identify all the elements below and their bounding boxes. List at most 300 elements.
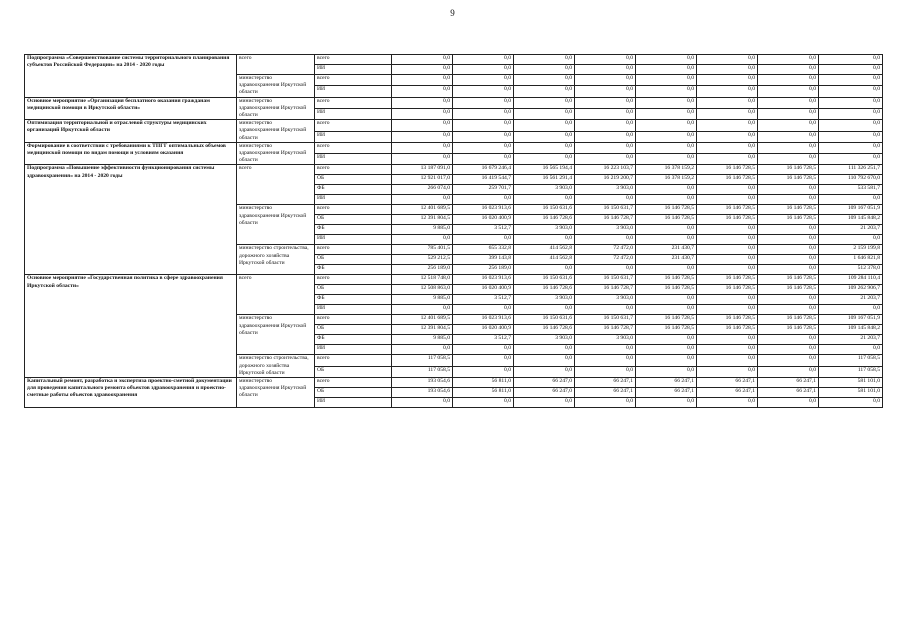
amount-cell: 0,0 — [575, 366, 636, 377]
amount-cell: 16 146 728,5 — [697, 175, 758, 185]
amount-cell: 0,0 — [697, 97, 758, 108]
amount-cell: 0,0 — [636, 120, 697, 131]
funding-source-cell: всего — [315, 55, 392, 65]
amount-cell: 0,0 — [758, 225, 819, 235]
amount-cell: 0,0 — [636, 65, 697, 75]
amount-cell: 117 058,5 — [392, 355, 453, 366]
funding-source-cell: ИИ — [315, 86, 392, 97]
amount-cell: 16 023 913,6 — [453, 275, 514, 285]
executor-cell: министерство здравоохранения Иркутской области — [237, 315, 315, 355]
executor-cell: министерство здравоохранения Иркутской области — [237, 75, 315, 98]
amount-cell: 0,0 — [758, 97, 819, 108]
amount-cell: 0,0 — [758, 142, 819, 153]
amount-cell: 0,0 — [697, 195, 758, 205]
amount-cell: 9 885,0 — [392, 295, 453, 305]
amount-cell: 66 247,1 — [758, 388, 819, 398]
amount-cell: 0,0 — [758, 108, 819, 119]
amount-cell: 0,0 — [636, 345, 697, 355]
amount-cell: 0,0 — [575, 355, 636, 366]
amount-cell: 0,0 — [758, 398, 819, 408]
amount-cell: 0,0 — [758, 265, 819, 275]
amount-cell: 0,0 — [514, 195, 575, 205]
funding-source-cell: всего — [315, 205, 392, 215]
amount-cell: 16 146 728,5 — [697, 285, 758, 295]
amount-cell: 785 401,5 — [392, 245, 453, 255]
amount-cell: 0,0 — [636, 305, 697, 315]
amount-cell: 16 146 728,5 — [758, 275, 819, 285]
amount-cell: 16 146 728,5 — [697, 165, 758, 175]
amount-cell: 0,0 — [514, 97, 575, 108]
funding-source-cell: ОБ — [315, 215, 392, 225]
table-row — [25, 55, 883, 65]
amount-cell: 0,0 — [636, 366, 697, 377]
amount-cell: 0,0 — [453, 345, 514, 355]
funding-source-cell: ФБ — [315, 185, 392, 195]
amount-cell: 0,0 — [758, 295, 819, 305]
amount-cell: 533 581,7 — [819, 185, 883, 195]
executor-cell: министерство строительства, дорожного хозяйства Иркутской области — [237, 245, 315, 275]
amount-cell: 0,0 — [575, 97, 636, 108]
budget-table — [24, 54, 883, 408]
amount-cell: 16 146 728,5 — [636, 285, 697, 295]
amount-cell: 0,0 — [453, 75, 514, 86]
amount-cell: 0,0 — [636, 75, 697, 86]
amount-cell: 16 146 728,7 — [575, 285, 636, 295]
funding-source-cell: ИИ — [315, 131, 392, 142]
amount-cell: 16 146 728,5 — [636, 215, 697, 225]
amount-cell: 0,0 — [758, 195, 819, 205]
amount-cell: 0,0 — [697, 305, 758, 315]
amount-cell: 0,0 — [697, 185, 758, 195]
amount-cell: 399 143,8 — [453, 255, 514, 265]
amount-cell: 0,0 — [575, 398, 636, 408]
amount-cell: 16 146 728,7 — [575, 325, 636, 335]
amount-cell: 21 203,7 — [819, 225, 883, 235]
amount-cell: 0,0 — [697, 225, 758, 235]
amount-cell: 0,0 — [758, 86, 819, 97]
amount-cell: 0,0 — [758, 245, 819, 255]
amount-cell: 110 792 670,0 — [819, 175, 883, 185]
amount-cell: 0,0 — [697, 295, 758, 305]
amount-cell: 231 430,7 — [636, 255, 697, 265]
amount-cell: 0,0 — [758, 154, 819, 165]
amount-cell: 0,0 — [697, 355, 758, 366]
amount-cell: 0,0 — [697, 108, 758, 119]
amount-cell: 0,0 — [697, 55, 758, 65]
amount-cell: 0,0 — [392, 345, 453, 355]
funding-source-cell: ОБ — [315, 255, 392, 265]
amount-cell: 0,0 — [758, 345, 819, 355]
amount-cell: 0,0 — [758, 255, 819, 265]
table-row — [25, 120, 883, 131]
amount-cell: 9 885,0 — [392, 335, 453, 345]
amount-cell: 0,0 — [392, 120, 453, 131]
amount-cell: 0,0 — [514, 355, 575, 366]
amount-cell: 66 247,1 — [697, 378, 758, 388]
activity-name-cell: Капитальный ремонт, разработка и экспертиза проектно-сметной документации для проведения капитального ремонта объектов здравоохранения и проектно-сметные работы объектов здравоохранения — [25, 378, 237, 408]
amount-cell: 0,0 — [819, 235, 883, 245]
amount-cell: 0,0 — [636, 295, 697, 305]
amount-cell: 16 565 194,4 — [514, 165, 575, 175]
amount-cell: 66 247,0 — [514, 378, 575, 388]
amount-cell: 0,0 — [514, 154, 575, 165]
amount-cell: 0,0 — [514, 265, 575, 275]
amount-cell: 0,0 — [758, 355, 819, 366]
amount-cell: 0,0 — [697, 131, 758, 142]
executor-cell: всего — [237, 55, 315, 75]
amount-cell: 0,0 — [819, 97, 883, 108]
amount-cell: 256 189,0 — [453, 265, 514, 275]
amount-cell: 0,0 — [819, 131, 883, 142]
amount-cell: 16 679 246,4 — [453, 165, 514, 175]
amount-cell: 12 391 804,5 — [392, 215, 453, 225]
amount-cell: 16 378 159,2 — [636, 165, 697, 175]
amount-cell: 0,0 — [758, 235, 819, 245]
amount-cell: 0,0 — [453, 305, 514, 315]
funding-source-cell: ОБ — [315, 325, 392, 335]
amount-cell: 0,0 — [514, 398, 575, 408]
executor-cell: министерство здравоохранения Иркутской области — [237, 97, 315, 120]
executor-cell: всего — [237, 275, 315, 315]
amount-cell: 0,0 — [819, 345, 883, 355]
amount-cell: 21 203,7 — [819, 295, 883, 305]
amount-cell: 0,0 — [392, 195, 453, 205]
amount-cell: 0,0 — [819, 108, 883, 119]
amount-cell: 16 150 631,7 — [575, 315, 636, 325]
amount-cell: 0,0 — [697, 265, 758, 275]
amount-cell: 0,0 — [392, 235, 453, 245]
amount-cell: 0,0 — [453, 120, 514, 131]
funding-source-cell: ФБ — [315, 335, 392, 345]
amount-cell: 16 223 103,7 — [575, 165, 636, 175]
amount-cell: 3 512,7 — [453, 335, 514, 345]
amount-cell: 529 212,5 — [392, 255, 453, 265]
funding-source-cell: всего — [315, 355, 392, 366]
executor-cell: министерство здравоохранения Иркутской области — [237, 142, 315, 165]
amount-cell: 0,0 — [636, 108, 697, 119]
amount-cell: 193 054,6 — [392, 378, 453, 388]
amount-cell: 0,0 — [758, 305, 819, 315]
amount-cell: 0,0 — [758, 75, 819, 86]
amount-cell: 0,0 — [697, 245, 758, 255]
amount-cell: 0,0 — [636, 398, 697, 408]
amount-cell: 109 167 051,9 — [819, 315, 883, 325]
amount-cell: 16 146 728,5 — [758, 325, 819, 335]
amount-cell: 0,0 — [575, 305, 636, 315]
funding-source-cell: всего — [315, 97, 392, 108]
amount-cell: 16 150 631,6 — [514, 275, 575, 285]
amount-cell: 0,0 — [453, 108, 514, 119]
amount-cell: 0,0 — [453, 154, 514, 165]
amount-cell: 16 020 400,9 — [453, 325, 514, 335]
amount-cell: 16 219 200,7 — [575, 175, 636, 185]
amount-cell: 0,0 — [575, 265, 636, 275]
amount-cell: 66 247,1 — [575, 378, 636, 388]
amount-cell: 16 150 631,7 — [575, 205, 636, 215]
amount-cell: 0,0 — [392, 97, 453, 108]
amount-cell: 0,0 — [575, 131, 636, 142]
amount-cell: 66 247,1 — [697, 388, 758, 398]
amount-cell: 0,0 — [758, 185, 819, 195]
amount-cell: 0,0 — [453, 97, 514, 108]
amount-cell: 0,0 — [453, 235, 514, 245]
amount-cell: 0,0 — [575, 345, 636, 355]
amount-cell: 3 903,0 — [575, 185, 636, 195]
activity-name-cell: Формирование в соответствии с требованиями к ТПГГ оптимальных объемов медицинской помощи по видам помощи и условиям оказания — [25, 142, 237, 165]
funding-source-cell: ИИ — [315, 154, 392, 165]
amount-cell: 0,0 — [575, 120, 636, 131]
activity-name-cell: Оптимизация территориальной и отраслевой структуры медицинских организаций Иркутской области — [25, 120, 237, 143]
amount-cell: 16 378 159,2 — [636, 175, 697, 185]
amount-cell: 0,0 — [392, 86, 453, 97]
amount-cell: 117 058,5 — [819, 355, 883, 366]
amount-cell: 111 326 251,7 — [819, 165, 883, 175]
amount-cell: 0,0 — [758, 55, 819, 65]
amount-cell: 0,0 — [392, 65, 453, 75]
amount-cell: 0,0 — [453, 65, 514, 75]
amount-cell: 0,0 — [697, 335, 758, 345]
amount-cell: 16 146 728,5 — [636, 325, 697, 335]
funding-source-cell: ФБ — [315, 295, 392, 305]
amount-cell: 0,0 — [819, 86, 883, 97]
amount-cell: 0,0 — [819, 75, 883, 86]
amount-cell: 414 562,8 — [514, 245, 575, 255]
amount-cell: 193 054,6 — [392, 388, 453, 398]
amount-cell: 0,0 — [758, 335, 819, 345]
amount-cell: 109 145 848,2 — [819, 215, 883, 225]
amount-cell: 259 701,7 — [453, 185, 514, 195]
amount-cell: 16 146 728,6 — [514, 325, 575, 335]
funding-source-cell: ОБ — [315, 285, 392, 295]
executor-cell: министерство здравоохранения Иркутской области — [237, 120, 315, 143]
amount-cell: 256 189,0 — [392, 265, 453, 275]
amount-cell: 512 378,0 — [819, 265, 883, 275]
amount-cell: 0,0 — [758, 131, 819, 142]
activity-name-cell: Подпрограмма «Совершенствование системы территориального планирования субъектов Российской Федерации» на 2014 - 2020 годы — [25, 55, 237, 98]
amount-cell: 0,0 — [636, 265, 697, 275]
amount-cell: 0,0 — [697, 235, 758, 245]
amount-cell: 414 562,8 — [514, 255, 575, 265]
amount-cell: 0,0 — [758, 120, 819, 131]
amount-cell: 266 074,0 — [392, 185, 453, 195]
amount-cell: 117 058,5 — [819, 366, 883, 377]
amount-cell: 12 401 689,5 — [392, 205, 453, 215]
amount-cell: 0,0 — [392, 142, 453, 153]
amount-cell: 16 150 631,6 — [514, 205, 575, 215]
funding-source-cell: ФБ — [315, 225, 392, 235]
amount-cell: 16 150 631,7 — [575, 275, 636, 285]
amount-cell: 16 419 544,7 — [453, 175, 514, 185]
amount-cell: 3 903,0 — [575, 225, 636, 235]
funding-source-cell: ОБ — [315, 388, 392, 398]
amount-cell: 0,0 — [514, 366, 575, 377]
amount-cell: 16 146 728,6 — [514, 215, 575, 225]
amount-cell: 0,0 — [758, 366, 819, 377]
amount-cell: 0,0 — [392, 108, 453, 119]
amount-cell: 0,0 — [697, 366, 758, 377]
amount-cell: 0,0 — [453, 195, 514, 205]
funding-source-cell: ИИ — [315, 108, 392, 119]
funding-source-cell: всего — [315, 120, 392, 131]
amount-cell: 0,0 — [819, 195, 883, 205]
amount-cell: 0,0 — [697, 75, 758, 86]
activity-name-cell: Основное мероприятие «Организация бесплатного оказания гражданам медицинской помощи в Иркутской области» — [25, 97, 237, 120]
amount-cell: 3 903,0 — [575, 335, 636, 345]
amount-cell: 3 903,0 — [575, 295, 636, 305]
funding-source-cell: всего — [315, 165, 392, 175]
amount-cell: 0,0 — [514, 345, 575, 355]
executor-cell: министерство строительства, дорожного хозяйства Иркутской области — [237, 355, 315, 378]
amount-cell: 0,0 — [575, 108, 636, 119]
amount-cell: 0,0 — [636, 235, 697, 245]
executor-cell: всего — [237, 165, 315, 205]
amount-cell: 0,0 — [697, 398, 758, 408]
funding-source-cell: ИИ — [315, 398, 392, 408]
amount-cell: 12 518 748,0 — [392, 275, 453, 285]
amount-cell: 0,0 — [514, 142, 575, 153]
amount-cell: 56 811,0 — [453, 388, 514, 398]
amount-cell: 0,0 — [453, 55, 514, 65]
amount-cell: 3 903,0 — [514, 185, 575, 195]
amount-cell: 0,0 — [636, 142, 697, 153]
amount-cell: 16 023 913,6 — [453, 205, 514, 215]
amount-cell: 0,0 — [575, 55, 636, 65]
amount-cell: 16 146 728,5 — [697, 325, 758, 335]
amount-cell: 0,0 — [819, 65, 883, 75]
amount-cell: 1 646 821,8 — [819, 255, 883, 265]
amount-cell: 231 430,7 — [636, 245, 697, 255]
amount-cell: 16 146 728,5 — [697, 315, 758, 325]
amount-cell: 0,0 — [575, 86, 636, 97]
funding-source-cell: ОБ — [315, 366, 392, 377]
amount-cell: 0,0 — [697, 142, 758, 153]
amount-cell: 16 146 728,6 — [514, 285, 575, 295]
amount-cell: 0,0 — [392, 55, 453, 65]
amount-cell: 655 332,8 — [453, 245, 514, 255]
amount-cell: 3 903,0 — [514, 225, 575, 235]
amount-cell: 0,0 — [453, 398, 514, 408]
amount-cell: 0,0 — [453, 86, 514, 97]
amount-cell: 16 146 728,5 — [758, 165, 819, 175]
amount-cell: 0,0 — [636, 97, 697, 108]
amount-cell: 12 391 804,5 — [392, 325, 453, 335]
table-row — [25, 378, 883, 388]
amount-cell: 0,0 — [636, 154, 697, 165]
amount-cell: 109 145 848,2 — [819, 325, 883, 335]
amount-cell: 0,0 — [636, 131, 697, 142]
executor-cell: министерство здравоохранения Иркутской области — [237, 378, 315, 408]
funding-source-cell: всего — [315, 378, 392, 388]
amount-cell: 21 203,7 — [819, 335, 883, 345]
amount-cell: 16 146 728,5 — [758, 285, 819, 295]
amount-cell: 109 167 051,9 — [819, 205, 883, 215]
amount-cell: 0,0 — [697, 86, 758, 97]
amount-cell: 66 247,0 — [514, 388, 575, 398]
amount-cell: 16 150 631,6 — [514, 315, 575, 325]
amount-cell: 16 023 913,6 — [453, 315, 514, 325]
table-row — [25, 275, 883, 285]
amount-cell: 0,0 — [697, 345, 758, 355]
amount-cell: 0,0 — [819, 305, 883, 315]
table-row — [25, 142, 883, 153]
amount-cell: 0,0 — [392, 154, 453, 165]
amount-cell: 12 401 689,5 — [392, 315, 453, 325]
amount-cell: 109 262 906,7 — [819, 285, 883, 295]
budget-table-body — [25, 55, 883, 408]
amount-cell: 3 903,0 — [514, 335, 575, 345]
funding-source-cell: ИИ — [315, 235, 392, 245]
amount-cell: 0,0 — [636, 335, 697, 345]
amount-cell: 72 472,0 — [575, 245, 636, 255]
amount-cell: 0,0 — [453, 142, 514, 153]
amount-cell: 16 146 728,5 — [758, 205, 819, 215]
amount-cell: 3 903,0 — [514, 295, 575, 305]
amount-cell: 0,0 — [453, 131, 514, 142]
amount-cell: 3 512,7 — [453, 225, 514, 235]
amount-cell: 0,0 — [453, 366, 514, 377]
amount-cell: 0,0 — [636, 185, 697, 195]
amount-cell: 16 146 728,5 — [697, 215, 758, 225]
amount-cell: 16 146 728,5 — [758, 315, 819, 325]
funding-source-cell: ИИ — [315, 65, 392, 75]
amount-cell: 16 561 291,4 — [514, 175, 575, 185]
funding-source-cell: всего — [315, 275, 392, 285]
amount-cell: 0,0 — [575, 142, 636, 153]
funding-source-cell: ИИ — [315, 195, 392, 205]
funding-source-cell: ОБ — [315, 175, 392, 185]
amount-cell: 0,0 — [636, 225, 697, 235]
amount-cell: 109 284 110,4 — [819, 275, 883, 285]
amount-cell: 0,0 — [514, 131, 575, 142]
page-number: 9 — [450, 8, 455, 18]
amount-cell: 0,0 — [819, 55, 883, 65]
executor-cell: министерство здравоохранения Иркутской области — [237, 205, 315, 245]
amount-cell: 66 247,1 — [758, 378, 819, 388]
amount-cell: 16 146 728,5 — [697, 275, 758, 285]
budget-table-sheet — [24, 54, 882, 408]
amount-cell: 0,0 — [575, 75, 636, 86]
amount-cell: 12 921 017,0 — [392, 175, 453, 185]
amount-cell: 16 020 400,9 — [453, 285, 514, 295]
amount-cell: 0,0 — [514, 86, 575, 97]
amount-cell: 0,0 — [575, 154, 636, 165]
amount-cell: 0,0 — [514, 75, 575, 86]
amount-cell: 0,0 — [697, 65, 758, 75]
amount-cell: 0,0 — [575, 65, 636, 75]
amount-cell: 16 146 728,5 — [758, 175, 819, 185]
funding-source-cell: всего — [315, 315, 392, 325]
funding-source-cell: ИИ — [315, 305, 392, 315]
amount-cell: 66 247,1 — [575, 388, 636, 398]
amount-cell: 66 247,1 — [636, 388, 697, 398]
amount-cell: 0,0 — [758, 65, 819, 75]
amount-cell: 2 159 199,8 — [819, 245, 883, 255]
amount-cell: 0,0 — [514, 235, 575, 245]
amount-cell: 3 512,7 — [453, 295, 514, 305]
amount-cell: 0,0 — [697, 154, 758, 165]
amount-cell: 0,0 — [819, 142, 883, 153]
amount-cell: 16 146 728,7 — [575, 215, 636, 225]
amount-cell: 581 101,0 — [819, 388, 883, 398]
amount-cell: 16 146 728,5 — [636, 315, 697, 325]
amount-cell: 9 885,0 — [392, 225, 453, 235]
amount-cell: 0,0 — [392, 131, 453, 142]
amount-cell: 0,0 — [392, 75, 453, 86]
funding-source-cell: всего — [315, 245, 392, 255]
amount-cell: 0,0 — [453, 355, 514, 366]
amount-cell: 0,0 — [514, 120, 575, 131]
amount-cell: 0,0 — [514, 55, 575, 65]
